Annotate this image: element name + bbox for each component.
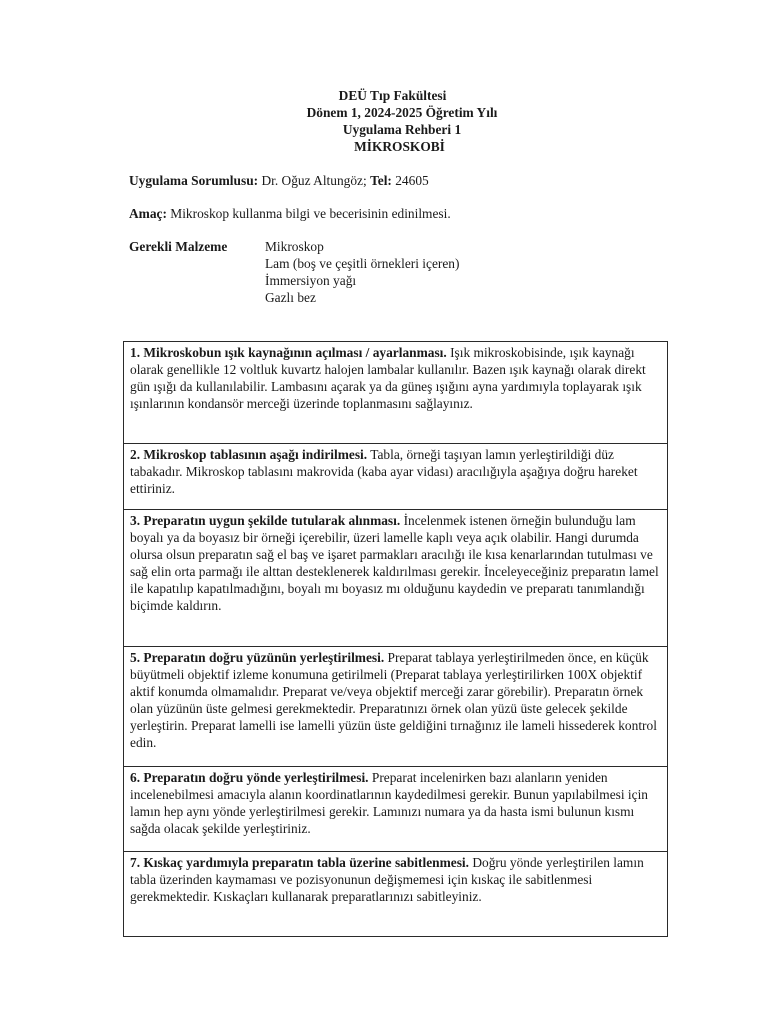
step-cell <box>124 510 668 647</box>
step-title: 5. Preparatın doğru yüzünün yerleştirilmesi. <box>130 650 385 665</box>
step-cell <box>124 647 668 767</box>
step-text: Tabla, örneği taşıyan lamın yerleştirildiği düz tabakadır. Mikroskop tablasını makrovida (kaba ayar vidası) aracılığıyla aşağıya doğru hareket ettiriniz. <box>130 447 638 496</box>
step-row <box>124 767 668 852</box>
step-row <box>124 342 668 444</box>
tel-label: Tel: <box>370 173 392 188</box>
term-title: Dönem 1, 2024-2025 Öğretim Yılı <box>306 105 498 120</box>
step-title: 2. Mikroskop tablasının aşağı indirilmesi. <box>130 447 368 462</box>
step-text: Işık mikroskobisinde, ışık kaynağı olarak genellikle 12 voltluk kuvartz halojen lambalar kullanılır. Bazen ışık kaynağı olarak direkt gün ışığı da kullanılabilir. Lambasını açarak ya da güneş ışığını ayna yardımıyla toplayarak ışık ışınlarının kondansör merceği üzerinde toplanmasını sağlayınız. <box>130 345 646 411</box>
aim-line <box>129 205 689 222</box>
step-cell <box>124 342 668 444</box>
responsible-label: Uygulama Sorumlusu: <box>129 173 259 188</box>
aim-label: Amaç: <box>129 206 167 221</box>
responsible-line <box>129 172 689 189</box>
step-text: İncelenmek istenen örneğin bulunduğu lam boyalı ya da boyasız bir örneği içerebilir, üzeri lamelle kaplı veya açık olabilir. Hangi durumda olursa olsun preparatın sağ el baş ve işaret parmakları aracılığı ile kısa kenarlarından tutulması ve sağ elin orta parmağı ile alttan desteklenerek kaldırılması gerekir. İnceleyeceğiniz preparatın lamel ile kapatılıp kapatılmadığını, boyalı mı boyasız mı olduğunu kaydedin ve preparatı tanımlandığı biçimde kaldırın. <box>130 513 659 613</box>
tel-number: 24605 <box>391 173 429 188</box>
material-item: Mikroskop <box>265 239 324 254</box>
guide-title: Uygulama Rehberi 1 <box>342 122 462 137</box>
faculty-title: DEÜ Tıp Fakültesi <box>338 88 447 103</box>
subject-title: MİKROSKOBİ <box>354 139 445 154</box>
step-cell <box>124 444 668 510</box>
materials-list <box>265 238 459 306</box>
material-item: İmmersiyon yağı <box>265 273 357 288</box>
material-item: Gazlı bez <box>265 290 316 305</box>
materials-label: Gerekli Malzeme <box>129 239 228 254</box>
step-cell <box>124 852 668 937</box>
material-item: Lam (boş ve çeşitli örnekleri içeren) <box>265 256 460 271</box>
step-title: 1. Mikroskobun ışık kaynağının açılması / ayarlanması. <box>130 345 447 360</box>
step-row <box>124 510 668 647</box>
step-row <box>124 647 668 767</box>
step-title: 3. Preparatın uygun şekilde tutularak alınması. <box>130 513 401 528</box>
step-row <box>124 852 668 937</box>
step-text: Doğru yönde yerleştirilen lamın tabla üzerinden kaymaması ve pozisyonunun değişmemesi için kıskaç ile sabitlenmesi gerekmektedir. Kıskaçları kullanarak preparatlarınızı sabitleyiniz. <box>130 855 644 904</box>
step-row <box>124 444 668 510</box>
step-title: 7. Kıskaç yardımıyla preparatın tabla üzerine sabitlenmesi. <box>130 855 469 870</box>
steps-table <box>123 341 668 937</box>
responsible-name: Dr. Oğuz Altungöz; <box>258 173 371 188</box>
document-header <box>0 87 768 155</box>
aim-text: Mikroskop kullanma bilgi ve becerisinin edinilmesi. <box>166 206 451 221</box>
step-title: 6. Preparatın doğru yönde yerleştirilmesi. <box>130 770 369 785</box>
step-text: Preparat tablaya yerleştirilmeden önce, en küçük büyütmeli objektif izleme konumuna getirilmeli (Preparat tablaya yerleştirilirken 100X objektif aktif konumda olmamalıdır. Preparat ve/veya objektif merceği zarar görebilir). Preparatın örnek olan yüzünün üste gelmesi gerekmektedir. Preparatınızı örnek olan yüzü üste gelecek şekilde yerleştirin. Preparat lamelli ise lamelli yüzün üste geldiğini tırnağınız ile lameli hissederek kontrol edin. <box>130 650 657 750</box>
step-text: Preparat incelenirken bazı alanların yeniden incelenebilmesi amacıyla alanın koordinatlarının kaydedilmesi gerekir. Bunun yapılabilmesi için lamın hep aynı yönde yerleştirilmesi gerekir. Lamınızı numara ya da hasta ismi bulunun kısmı sağda olacak şekilde yerleştiriniz. <box>130 770 648 836</box>
step-cell <box>124 767 668 852</box>
